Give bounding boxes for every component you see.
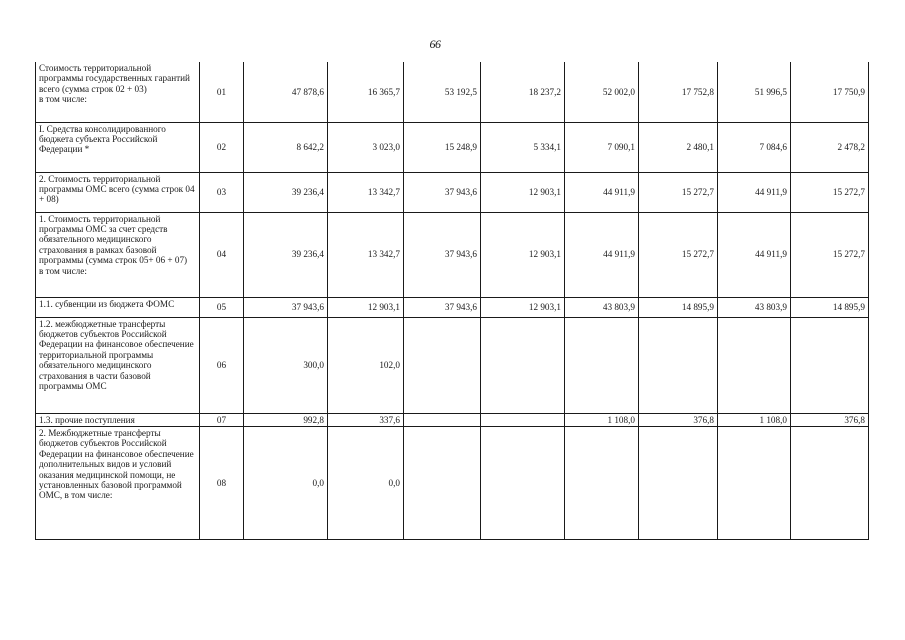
value-cell: 39 236,4 (244, 172, 328, 212)
page-number: 66 (429, 37, 441, 51)
value-cell: 37 943,6 (404, 172, 481, 212)
row-label: 1.1. субвенции из бюджета ФОМС (36, 297, 200, 317)
value-cell (481, 317, 565, 413)
value-cell (565, 317, 639, 413)
value-cell: 14 895,9 (639, 297, 718, 317)
value-cell: 18 237,2 (481, 62, 565, 122)
value-cell (404, 317, 481, 413)
table-row (36, 172, 869, 212)
table-row (36, 212, 869, 297)
value-cell (565, 426, 639, 539)
value-cell: 17 750,9 (791, 62, 869, 122)
value-cell: 52 002,0 (565, 62, 639, 122)
value-cell: 12 903,1 (481, 172, 565, 212)
row-code: 06 (200, 317, 244, 413)
value-cell: 992,8 (244, 413, 328, 426)
row-label: Стоимость территориальной программы государственных гарантий всего (сумма строк 02 + 03) в том числе: (36, 62, 200, 122)
value-cell: 12 903,1 (481, 297, 565, 317)
table-row (36, 297, 869, 317)
row-code: 08 (200, 426, 244, 539)
value-cell (404, 413, 481, 426)
value-cell: 337,6 (328, 413, 404, 426)
value-cell: 17 752,8 (639, 62, 718, 122)
table-row (36, 426, 869, 539)
value-cell: 376,8 (639, 413, 718, 426)
value-cell: 13 342,7 (328, 212, 404, 297)
row-code: 02 (200, 122, 244, 172)
row-code: 04 (200, 212, 244, 297)
value-cell: 15 248,9 (404, 122, 481, 172)
value-cell: 15 272,7 (639, 212, 718, 297)
value-cell (718, 317, 791, 413)
value-cell: 1 108,0 (565, 413, 639, 426)
value-cell: 15 272,7 (639, 172, 718, 212)
value-cell: 53 192,5 (404, 62, 481, 122)
value-cell: 7 084,6 (718, 122, 791, 172)
row-label: 1.3. прочие поступления (36, 413, 200, 426)
value-cell: 43 803,9 (565, 297, 639, 317)
value-cell (639, 426, 718, 539)
value-cell: 2 478,2 (791, 122, 869, 172)
value-cell: 0,0 (244, 426, 328, 539)
budget-table (35, 62, 869, 540)
value-cell: 51 996,5 (718, 62, 791, 122)
value-cell: 44 911,9 (565, 172, 639, 212)
row-code: 03 (200, 172, 244, 212)
row-code: 05 (200, 297, 244, 317)
value-cell: 44 911,9 (718, 172, 791, 212)
value-cell: 12 903,1 (481, 212, 565, 297)
value-cell: 0,0 (328, 426, 404, 539)
value-cell: 14 895,9 (791, 297, 869, 317)
table-row (36, 317, 869, 413)
value-cell (404, 426, 481, 539)
row-code: 07 (200, 413, 244, 426)
value-cell: 13 342,7 (328, 172, 404, 212)
row-label: 1. Стоимость территориальной программы ОМС за счет средств обязательного медицинского страхования в рамках базовой программы (сумма строк 05+ 06 + 07) в том числе: (36, 212, 200, 297)
row-code: 01 (200, 62, 244, 122)
value-cell: 300,0 (244, 317, 328, 413)
value-cell (481, 413, 565, 426)
value-cell: 7 090,1 (565, 122, 639, 172)
value-cell: 12 903,1 (328, 297, 404, 317)
row-label: 2. Межбюджетные трансферты бюджетов субъектов Российской Федерации на финансовое обеспечение дополнительных видов и условий оказания медицинской помощи, не установленных базовой программой ОМС, в том числе: (36, 426, 200, 539)
value-cell: 15 272,7 (791, 172, 869, 212)
value-cell (791, 317, 869, 413)
value-cell: 37 943,6 (404, 212, 481, 297)
value-cell: 47 878,6 (244, 62, 328, 122)
value-cell: 43 803,9 (718, 297, 791, 317)
value-cell: 16 365,7 (328, 62, 404, 122)
value-cell: 1 108,0 (718, 413, 791, 426)
value-cell: 102,0 (328, 317, 404, 413)
row-label: I. Средства консолидированного бюджета субъекта Российской Федерации * (36, 122, 200, 172)
value-cell: 5 334,1 (481, 122, 565, 172)
value-cell: 44 911,9 (718, 212, 791, 297)
value-cell: 37 943,6 (404, 297, 481, 317)
value-cell (718, 426, 791, 539)
value-cell (791, 426, 869, 539)
value-cell: 44 911,9 (565, 212, 639, 297)
value-cell: 39 236,4 (244, 212, 328, 297)
value-cell (639, 317, 718, 413)
row-label: 1.2. межбюджетные трансферты бюджетов субъектов Российской Федерации на финансовое обеспечение территориальной программы обязательного медицинского страхования в части базовой программы ОМС (36, 317, 200, 413)
table-row (36, 413, 869, 426)
table-row (36, 122, 869, 172)
table-row (36, 62, 869, 122)
value-cell: 37 943,6 (244, 297, 328, 317)
value-cell: 2 480,1 (639, 122, 718, 172)
value-cell: 376,8 (791, 413, 869, 426)
value-cell: 3 023,0 (328, 122, 404, 172)
value-cell: 8 642,2 (244, 122, 328, 172)
value-cell: 15 272,7 (791, 212, 869, 297)
value-cell (481, 426, 565, 539)
row-label: 2. Стоимость территориальной программы ОМС всего (сумма строк 04 + 08) (36, 172, 200, 212)
